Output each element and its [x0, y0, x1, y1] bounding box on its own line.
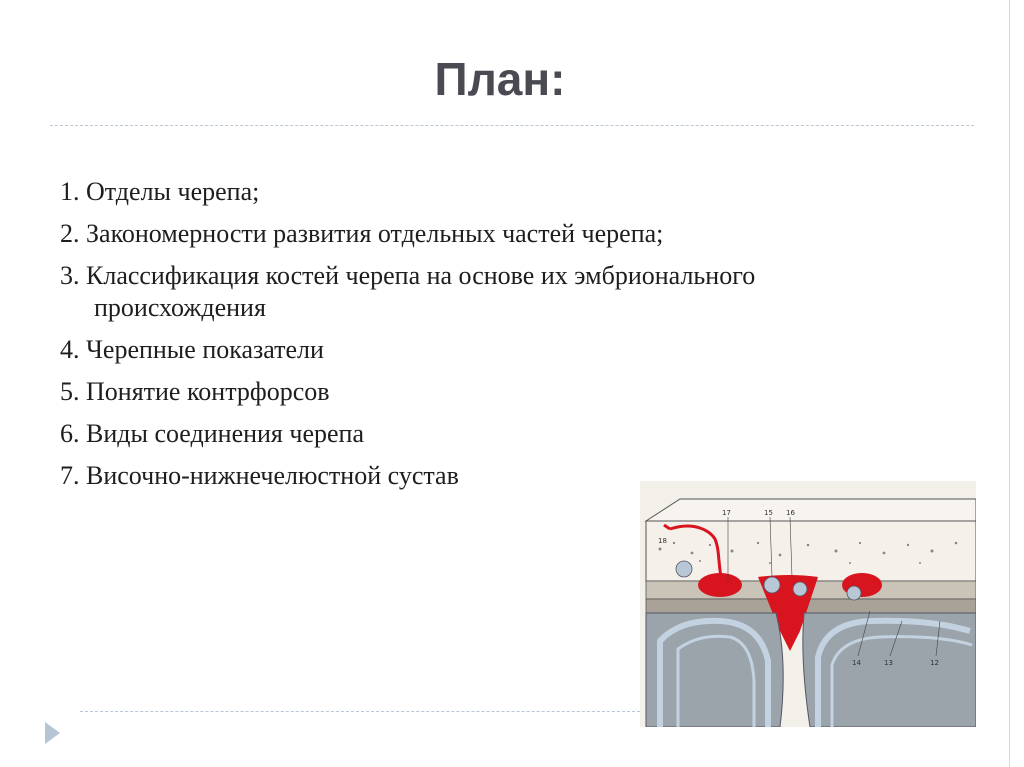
- list-item: [60, 418, 880, 450]
- list-item-number: 4.: [60, 335, 80, 364]
- figure-label: 17: [722, 509, 731, 517]
- figure-label: 15: [764, 509, 773, 517]
- list-item: [60, 334, 880, 366]
- list-item-text: [60, 176, 880, 208]
- slide-title: План:: [434, 53, 566, 105]
- figure-label: 13: [884, 659, 893, 667]
- list-item-number: 3.: [60, 261, 80, 290]
- figure-label: 12: [930, 659, 939, 667]
- list-item-label: Отделы черепа;: [86, 177, 260, 206]
- figure-label: 14: [852, 659, 861, 667]
- skull-section-illustration: [640, 481, 976, 727]
- list-item-label: Черепные показатели: [86, 335, 324, 364]
- list-item-number: 7.: [60, 461, 80, 490]
- figure-label: 18: [658, 537, 667, 545]
- list-item-label: Понятие контрфорсов: [86, 377, 330, 406]
- list-item-number: 6.: [60, 419, 80, 448]
- list-item-text: [60, 218, 880, 250]
- list-item-text: [60, 376, 880, 408]
- right-edge-rule: [1009, 0, 1010, 767]
- figure-label: 16: [786, 509, 795, 517]
- list-item-number: 5.: [60, 377, 80, 406]
- list-item-label: Височно-нижнечелюстной сустав: [86, 461, 459, 490]
- skull-section-drawing: [640, 481, 976, 727]
- list-item-text: [60, 260, 794, 324]
- list-item-text: [60, 418, 880, 450]
- list-item-text: [60, 334, 880, 366]
- list-item-label: Виды соединения черепа: [86, 419, 365, 448]
- list-item-label: Закономерности развития отдельных частей черепа;: [86, 219, 664, 248]
- plan-list: [60, 176, 880, 502]
- list-item: [60, 218, 880, 250]
- list-item: [60, 260, 880, 324]
- list-item-number: 1.: [60, 177, 80, 206]
- title-divider: [50, 125, 974, 126]
- bottom-divider: [80, 711, 640, 712]
- list-item-label: Классификация костей черепа на основе их эмбрионального происхождения: [86, 261, 756, 322]
- nav-arrow-icon: [45, 722, 60, 744]
- list-item: [60, 376, 880, 408]
- list-item-number: 2.: [60, 219, 80, 248]
- list-item: [60, 176, 880, 208]
